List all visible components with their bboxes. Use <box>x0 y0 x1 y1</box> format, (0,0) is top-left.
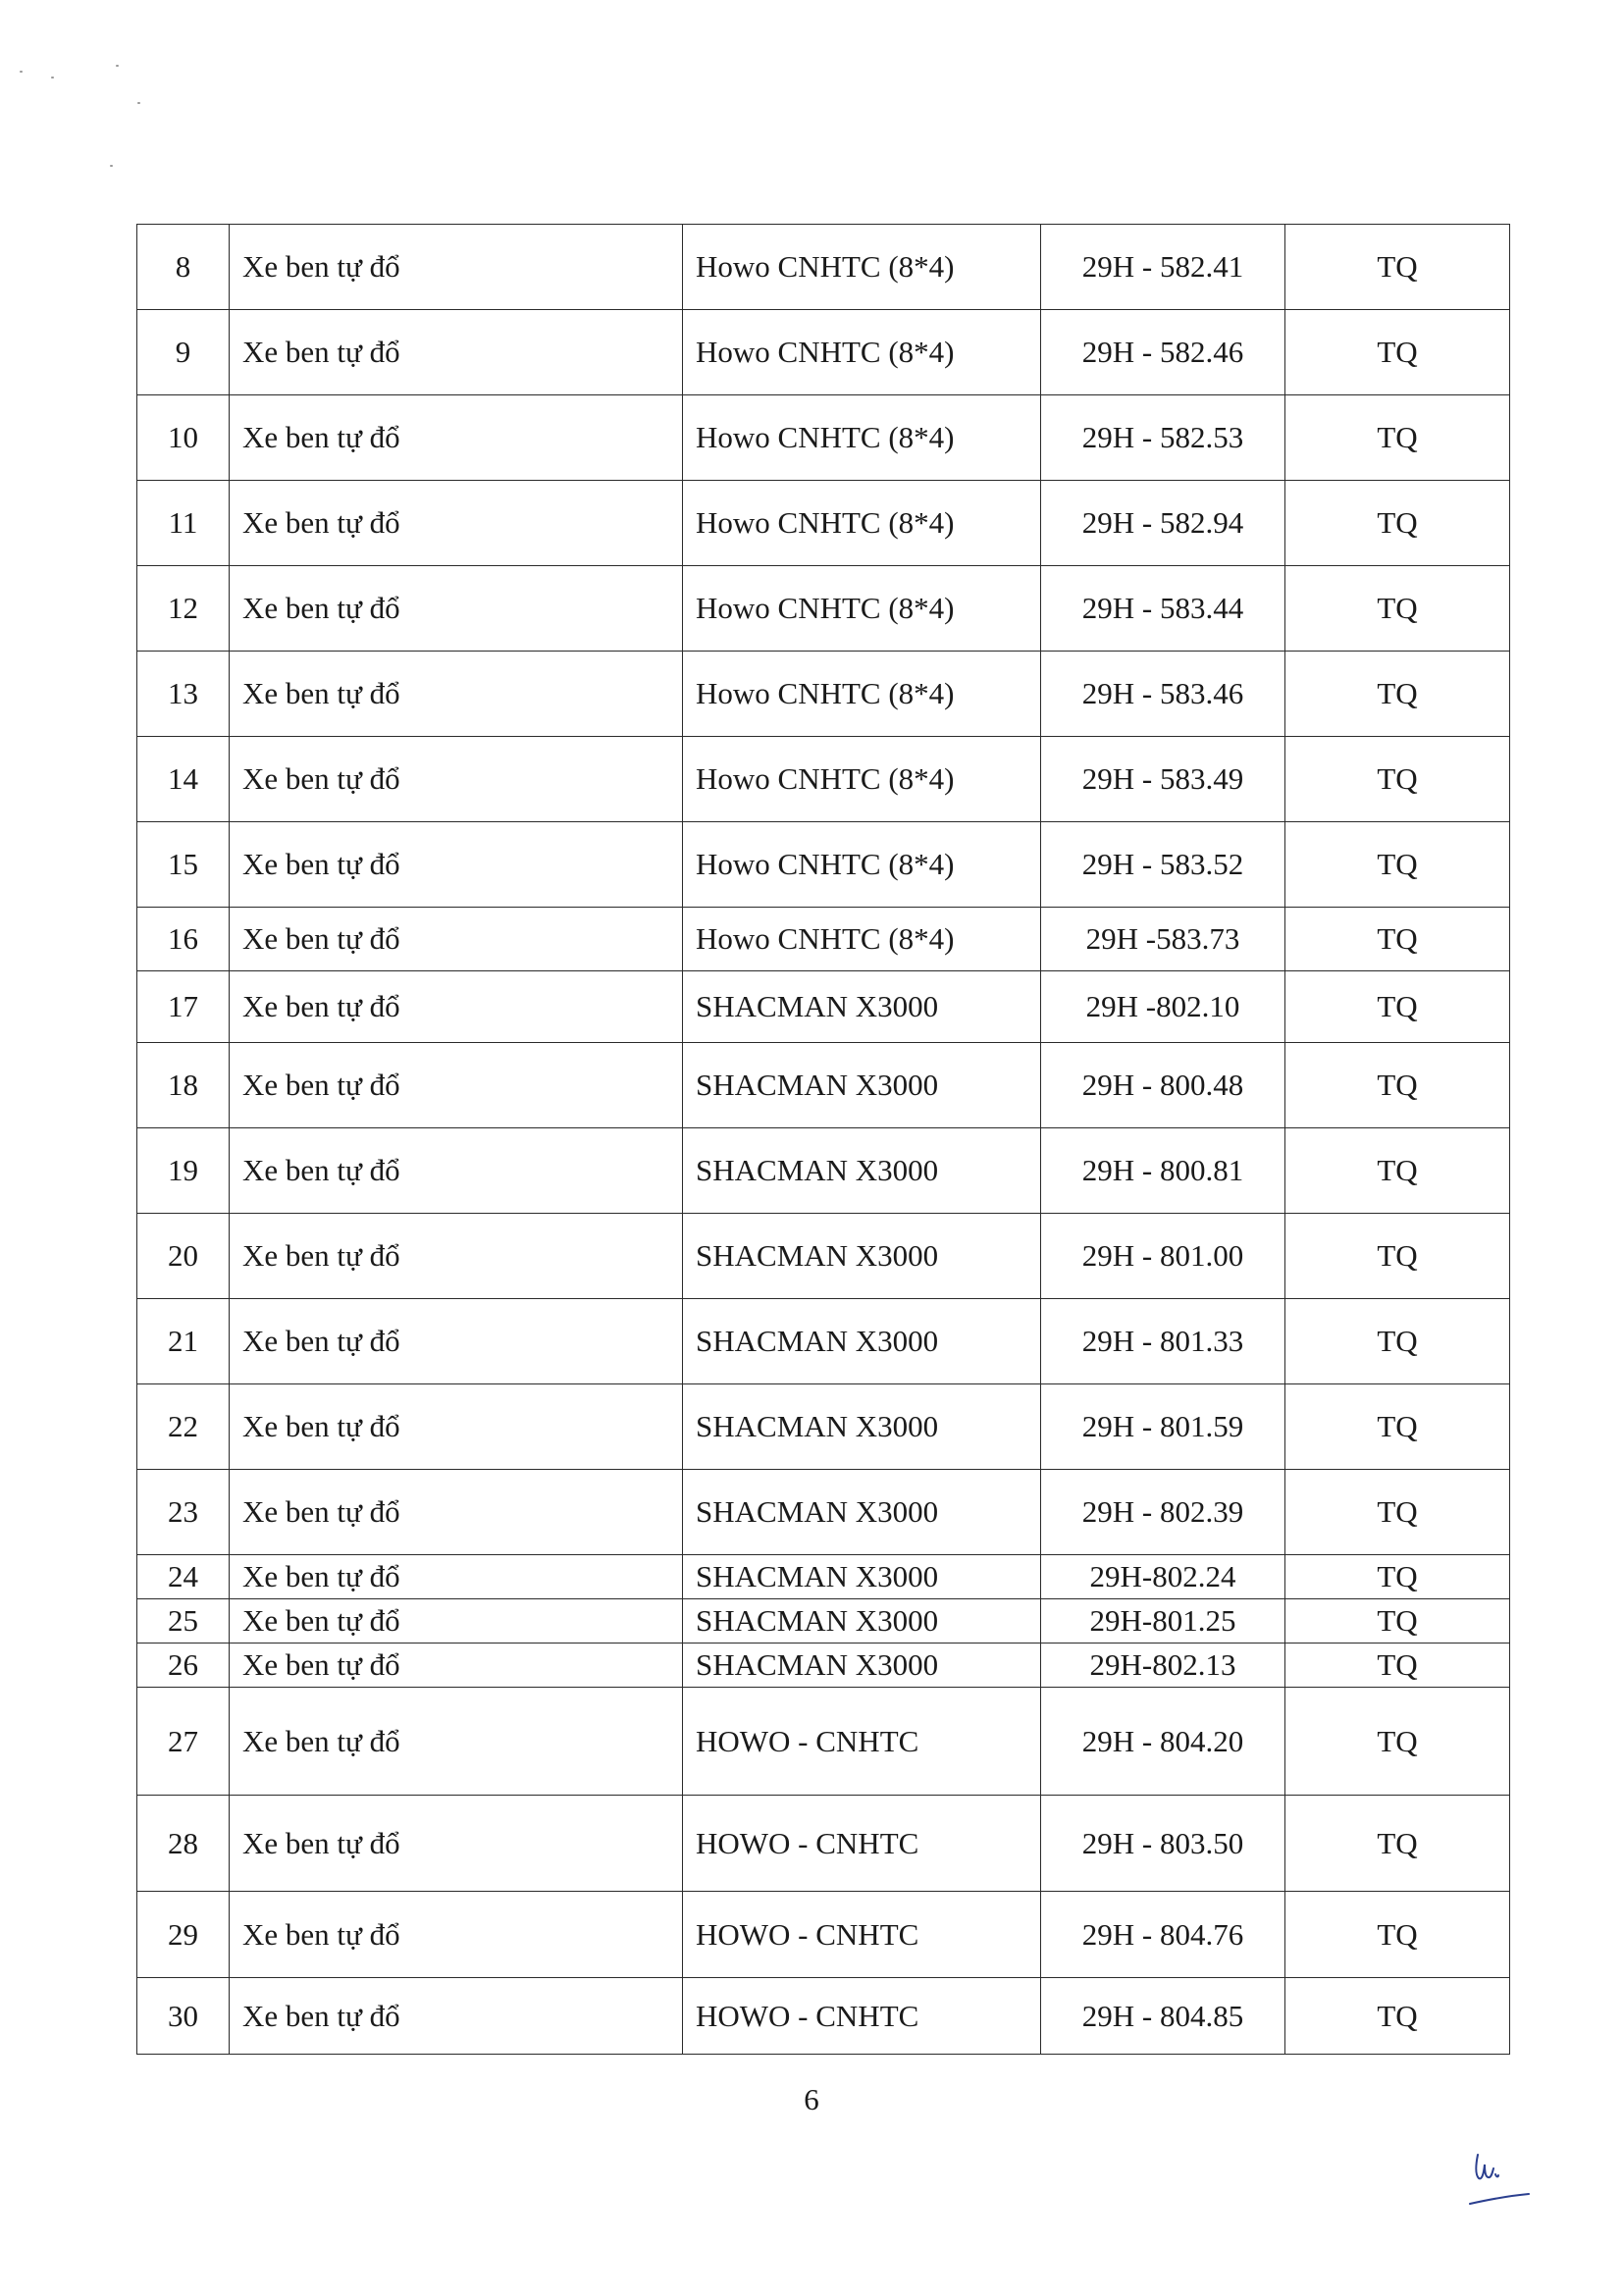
table-row <box>137 652 1510 737</box>
vehicle-model-cell: SHACMAN X3000 <box>683 1555 1041 1599</box>
origin-cell: TQ <box>1285 481 1510 566</box>
row-number-cell: 29 <box>137 1892 230 1978</box>
row-number-cell: 25 <box>137 1599 230 1644</box>
table-row <box>137 1299 1510 1384</box>
vehicle-name-cell: Xe ben tự đổ <box>230 1978 683 2055</box>
origin-cell: TQ <box>1285 1299 1510 1384</box>
vehicle-name-cell: Xe ben tự đổ <box>230 652 683 737</box>
row-number-cell: 21 <box>137 1299 230 1384</box>
vehicle-name-cell: Xe ben tự đổ <box>230 908 683 971</box>
vehicle-model-cell: Howo CNHTC (8*4) <box>683 225 1041 310</box>
scan-speckle <box>137 102 140 104</box>
vehicle-model-cell: SHACMAN X3000 <box>683 1470 1041 1555</box>
vehicle-name-cell: Xe ben tự đổ <box>230 1384 683 1470</box>
vehicle-table-body <box>137 225 1510 2055</box>
vehicle-model-cell: SHACMAN X3000 <box>683 1043 1041 1128</box>
origin-cell: TQ <box>1285 1796 1510 1892</box>
license-plate-cell: 29H - 583.49 <box>1041 737 1285 822</box>
row-number-cell: 9 <box>137 310 230 395</box>
license-plate-cell: 29H - 801.59 <box>1041 1384 1285 1470</box>
table-row <box>137 1214 1510 1299</box>
row-number-cell: 23 <box>137 1470 230 1555</box>
vehicle-name-cell: Xe ben tự đổ <box>230 1128 683 1214</box>
origin-cell: TQ <box>1285 1470 1510 1555</box>
origin-cell: TQ <box>1285 908 1510 971</box>
table-row <box>137 566 1510 652</box>
row-number-cell: 26 <box>137 1644 230 1688</box>
license-plate-cell: 29H - 804.20 <box>1041 1688 1285 1796</box>
license-plate-cell: 29H -583.73 <box>1041 908 1285 971</box>
row-number-cell: 16 <box>137 908 230 971</box>
vehicle-model-cell: Howo CNHTC (8*4) <box>683 481 1041 566</box>
row-number-cell: 24 <box>137 1555 230 1599</box>
row-number-cell: 8 <box>137 225 230 310</box>
license-plate-cell: 29H - 802.39 <box>1041 1470 1285 1555</box>
license-plate-cell: 29H-802.13 <box>1041 1644 1285 1688</box>
origin-cell: TQ <box>1285 971 1510 1043</box>
row-number-cell: 20 <box>137 1214 230 1299</box>
vehicle-name-cell: Xe ben tự đổ <box>230 971 683 1043</box>
license-plate-cell: 29H - 800.81 <box>1041 1128 1285 1214</box>
origin-cell: TQ <box>1285 225 1510 310</box>
license-plate-cell: 29H - 800.48 <box>1041 1043 1285 1128</box>
license-plate-cell: 29H - 804.85 <box>1041 1978 1285 2055</box>
vehicle-name-cell: Xe ben tự đổ <box>230 1299 683 1384</box>
vehicle-model-cell: HOWO - CNHTC <box>683 1978 1041 2055</box>
vehicle-model-cell: SHACMAN X3000 <box>683 1644 1041 1688</box>
vehicle-name-cell: Xe ben tự đổ <box>230 1688 683 1796</box>
row-number-cell: 27 <box>137 1688 230 1796</box>
origin-cell: TQ <box>1285 737 1510 822</box>
table-row <box>137 971 1510 1043</box>
vehicle-name-cell: Xe ben tự đổ <box>230 1470 683 1555</box>
row-number-cell: 11 <box>137 481 230 566</box>
table-row <box>137 1128 1510 1214</box>
table-row <box>137 1470 1510 1555</box>
scan-speckle <box>116 65 119 67</box>
license-plate-cell: 29H - 583.52 <box>1041 822 1285 908</box>
origin-cell: TQ <box>1285 822 1510 908</box>
vehicle-name-cell: Xe ben tự đổ <box>230 566 683 652</box>
table-row <box>137 1892 1510 1978</box>
origin-cell: TQ <box>1285 1892 1510 1978</box>
vehicle-name-cell: Xe ben tự đổ <box>230 1599 683 1644</box>
vehicle-name-cell: Xe ben tự đổ <box>230 1555 683 1599</box>
row-number-cell: 17 <box>137 971 230 1043</box>
vehicle-model-cell: HOWO - CNHTC <box>683 1796 1041 1892</box>
vehicle-model-cell: Howo CNHTC (8*4) <box>683 908 1041 971</box>
vehicle-model-cell: Howo CNHTC (8*4) <box>683 822 1041 908</box>
vehicle-model-cell: SHACMAN X3000 <box>683 1128 1041 1214</box>
origin-cell: TQ <box>1285 1978 1510 2055</box>
row-number-cell: 19 <box>137 1128 230 1214</box>
origin-cell: TQ <box>1285 652 1510 737</box>
table-row <box>137 1644 1510 1688</box>
origin-cell: TQ <box>1285 566 1510 652</box>
scan-speckle <box>20 71 23 73</box>
vehicle-name-cell: Xe ben tự đổ <box>230 1214 683 1299</box>
vehicle-model-cell: Howo CNHTC (8*4) <box>683 395 1041 481</box>
license-plate-cell: 29H-801.25 <box>1041 1599 1285 1644</box>
origin-cell: TQ <box>1285 1384 1510 1470</box>
vehicle-model-cell: SHACMAN X3000 <box>683 1299 1041 1384</box>
vehicle-name-cell: Xe ben tự đổ <box>230 1796 683 1892</box>
scan-speckle <box>110 165 113 167</box>
vehicle-name-cell: Xe ben tự đổ <box>230 310 683 395</box>
table-row <box>137 395 1510 481</box>
license-plate-cell: 29H -802.10 <box>1041 971 1285 1043</box>
license-plate-cell: 29H - 801.33 <box>1041 1299 1285 1384</box>
row-number-cell: 10 <box>137 395 230 481</box>
table-row <box>137 1555 1510 1599</box>
vehicle-model-cell: HOWO - CNHTC <box>683 1688 1041 1796</box>
row-number-cell: 13 <box>137 652 230 737</box>
table-row <box>137 1384 1510 1470</box>
row-number-cell: 14 <box>137 737 230 822</box>
origin-cell: TQ <box>1285 310 1510 395</box>
origin-cell: TQ <box>1285 1599 1510 1644</box>
table-row <box>137 481 1510 566</box>
table-row <box>137 908 1510 971</box>
origin-cell: TQ <box>1285 1688 1510 1796</box>
vehicle-model-cell: SHACMAN X3000 <box>683 1214 1041 1299</box>
vehicle-name-cell: Xe ben tự đổ <box>230 1644 683 1688</box>
table-row <box>137 310 1510 395</box>
vehicle-model-cell: SHACMAN X3000 <box>683 971 1041 1043</box>
vehicle-name-cell: Xe ben tự đổ <box>230 1043 683 1128</box>
scan-speckle <box>51 77 54 78</box>
vehicle-name-cell: Xe ben tự đổ <box>230 1892 683 1978</box>
origin-cell: TQ <box>1285 1128 1510 1214</box>
origin-cell: TQ <box>1285 395 1510 481</box>
license-plate-cell: 29H-802.24 <box>1041 1555 1285 1599</box>
table-row <box>137 1978 1510 2055</box>
table-row <box>137 1796 1510 1892</box>
license-plate-cell: 29H - 583.44 <box>1041 566 1285 652</box>
vehicle-name-cell: Xe ben tự đổ <box>230 395 683 481</box>
origin-cell: TQ <box>1285 1043 1510 1128</box>
vehicle-name-cell: Xe ben tự đổ <box>230 225 683 310</box>
vehicle-name-cell: Xe ben tự đổ <box>230 481 683 566</box>
origin-cell: TQ <box>1285 1214 1510 1299</box>
row-number-cell: 18 <box>137 1043 230 1128</box>
vehicle-model-cell: SHACMAN X3000 <box>683 1384 1041 1470</box>
row-number-cell: 28 <box>137 1796 230 1892</box>
vehicle-model-cell: Howo CNHTC (8*4) <box>683 566 1041 652</box>
license-plate-cell: 29H - 582.46 <box>1041 310 1285 395</box>
table-row <box>137 737 1510 822</box>
license-plate-cell: 29H - 801.00 <box>1041 1214 1285 1299</box>
origin-cell: TQ <box>1285 1555 1510 1599</box>
table-row <box>137 822 1510 908</box>
table-row <box>137 225 1510 310</box>
signature-icon <box>1464 2151 1535 2212</box>
vehicle-model-cell: SHACMAN X3000 <box>683 1599 1041 1644</box>
origin-cell: TQ <box>1285 1644 1510 1688</box>
row-number-cell: 22 <box>137 1384 230 1470</box>
license-plate-cell: 29H - 582.41 <box>1041 225 1285 310</box>
license-plate-cell: 29H - 583.46 <box>1041 652 1285 737</box>
row-number-cell: 15 <box>137 822 230 908</box>
table-row <box>137 1688 1510 1796</box>
vehicle-name-cell: Xe ben tự đổ <box>230 737 683 822</box>
license-plate-cell: 29H - 803.50 <box>1041 1796 1285 1892</box>
vehicle-model-cell: HOWO - CNHTC <box>683 1892 1041 1978</box>
license-plate-cell: 29H - 582.53 <box>1041 395 1285 481</box>
vehicle-table <box>136 224 1510 2055</box>
vehicle-model-cell: Howo CNHTC (8*4) <box>683 310 1041 395</box>
vehicle-model-cell: Howo CNHTC (8*4) <box>683 737 1041 822</box>
vehicle-model-cell: Howo CNHTC (8*4) <box>683 652 1041 737</box>
page-number: 6 <box>804 2082 819 2116</box>
table-row <box>137 1599 1510 1644</box>
row-number-cell: 30 <box>137 1978 230 2055</box>
license-plate-cell: 29H - 582.94 <box>1041 481 1285 566</box>
row-number-cell: 12 <box>137 566 230 652</box>
table-row <box>137 1043 1510 1128</box>
vehicle-name-cell: Xe ben tự đổ <box>230 822 683 908</box>
license-plate-cell: 29H - 804.76 <box>1041 1892 1285 1978</box>
